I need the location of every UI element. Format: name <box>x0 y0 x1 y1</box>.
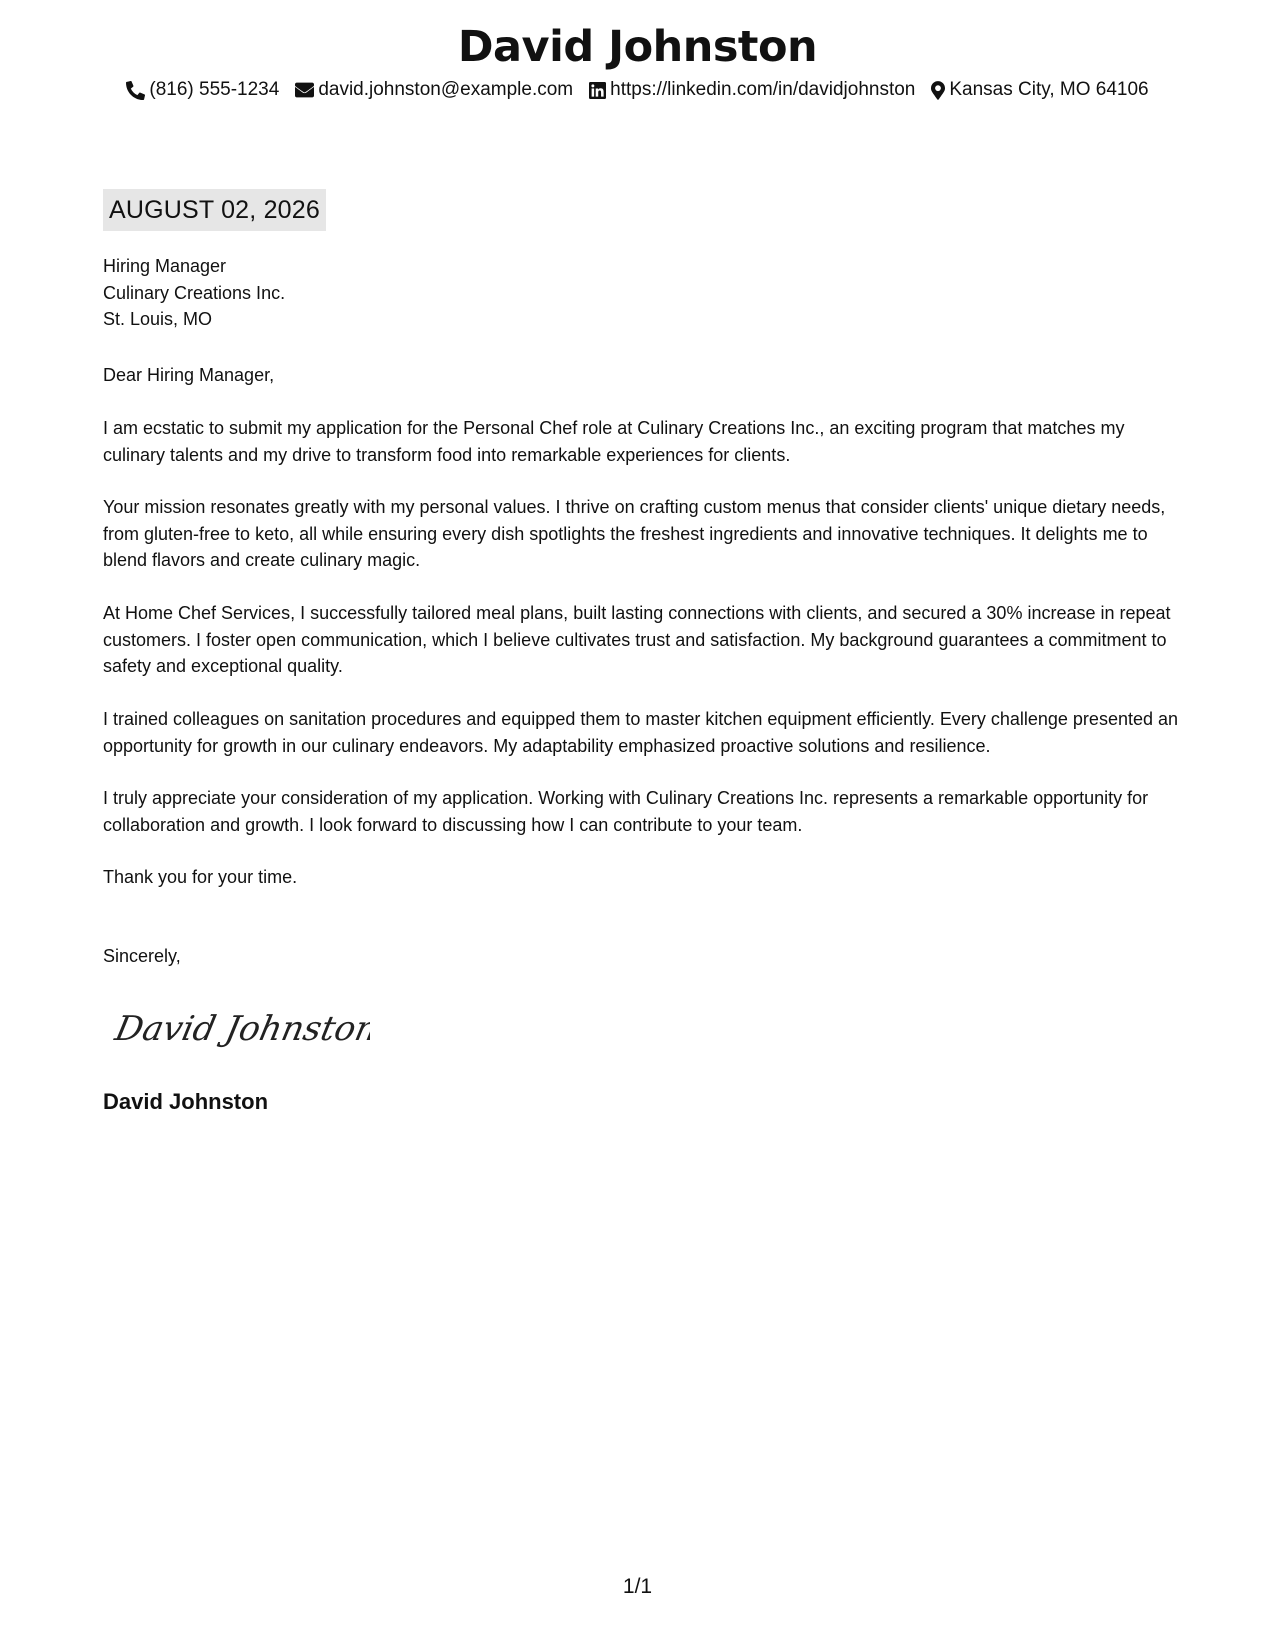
page-number: 1/1 <box>622 1575 653 1598</box>
location-text: Kansas City, MO 64106 <box>949 79 1149 100</box>
recipient-company: Culinary Creations Inc. <box>103 282 286 303</box>
body-paragraph: Your mission resonates greatly with my personal values. I thrive on crafting custom menus that consider clients' unique dietary needs, from gluten-free to keto, all while ensuring every dish spotlights the freshest ingredients and innovative techniques. It delights me to blend flavors and create culinary magic. <box>103 497 1166 570</box>
envelope-icon <box>295 82 314 98</box>
handwritten-signature <box>110 1000 370 1060</box>
recipient-city: St. Louis, MO <box>103 309 213 329</box>
phone-text: (816) 555-1234 <box>149 79 280 100</box>
contact-linkedin <box>589 79 915 101</box>
body-paragraph: I trained colleagues on sanitation procedures and equipped them to master kitchen equipment efficiently. Every challenge presented an opportunity for growth in our culinary endeavors. My adaptability emphasized proactive solutions and resilience. <box>103 709 1179 756</box>
map-marker-icon <box>931 81 945 100</box>
body-paragraph: At Home Chef Services, I successfully tailored meal plans, built lasting connections with clients, and secured a 30% increase in repeat customers. I foster open communication, which I believe cultivates trust and satisfaction. My background guarantees a commitment to safety and exceptional quality. <box>103 603 1171 676</box>
recipient-block <box>103 253 1183 333</box>
phone-icon <box>126 81 145 100</box>
body-paragraph: I am ecstatic to submit my application for the Personal Chef role at Culinary Creations Inc., an exciting program that matches my culinary talents and my drive to transform food into remarkable experiences for clients. <box>103 418 1125 465</box>
body-paragraph: I truly appreciate your consideration of my application. Working with Culinary Creations Inc. represents a remarkable opportunity for collaboration and growth. I look forward to discussing how I can contribute to your team. <box>103 788 1149 835</box>
applicant-name: David Johnston <box>457 22 818 72</box>
contact-location <box>931 79 1148 101</box>
linkedin-icon <box>589 82 606 99</box>
letter-date: AUGUST 02, 2026 <box>103 189 326 231</box>
recipient-title: Hiring Manager <box>103 256 227 276</box>
contact-email <box>295 79 573 101</box>
salutation: Dear Hiring Manager, <box>103 365 275 385</box>
svg-text:David Johnston: David Johnston <box>111 1009 370 1049</box>
valediction: Sincerely, <box>103 946 181 966</box>
signed-name: David Johnston <box>103 1089 269 1114</box>
linkedin-text: https://linkedin.com/in/davidjohnston <box>610 79 916 100</box>
contact-bar <box>0 79 1275 101</box>
closing-line: Thank you for your time. <box>103 867 298 887</box>
email-text: david.johnston@example.com <box>318 79 574 100</box>
contact-phone <box>126 79 279 101</box>
